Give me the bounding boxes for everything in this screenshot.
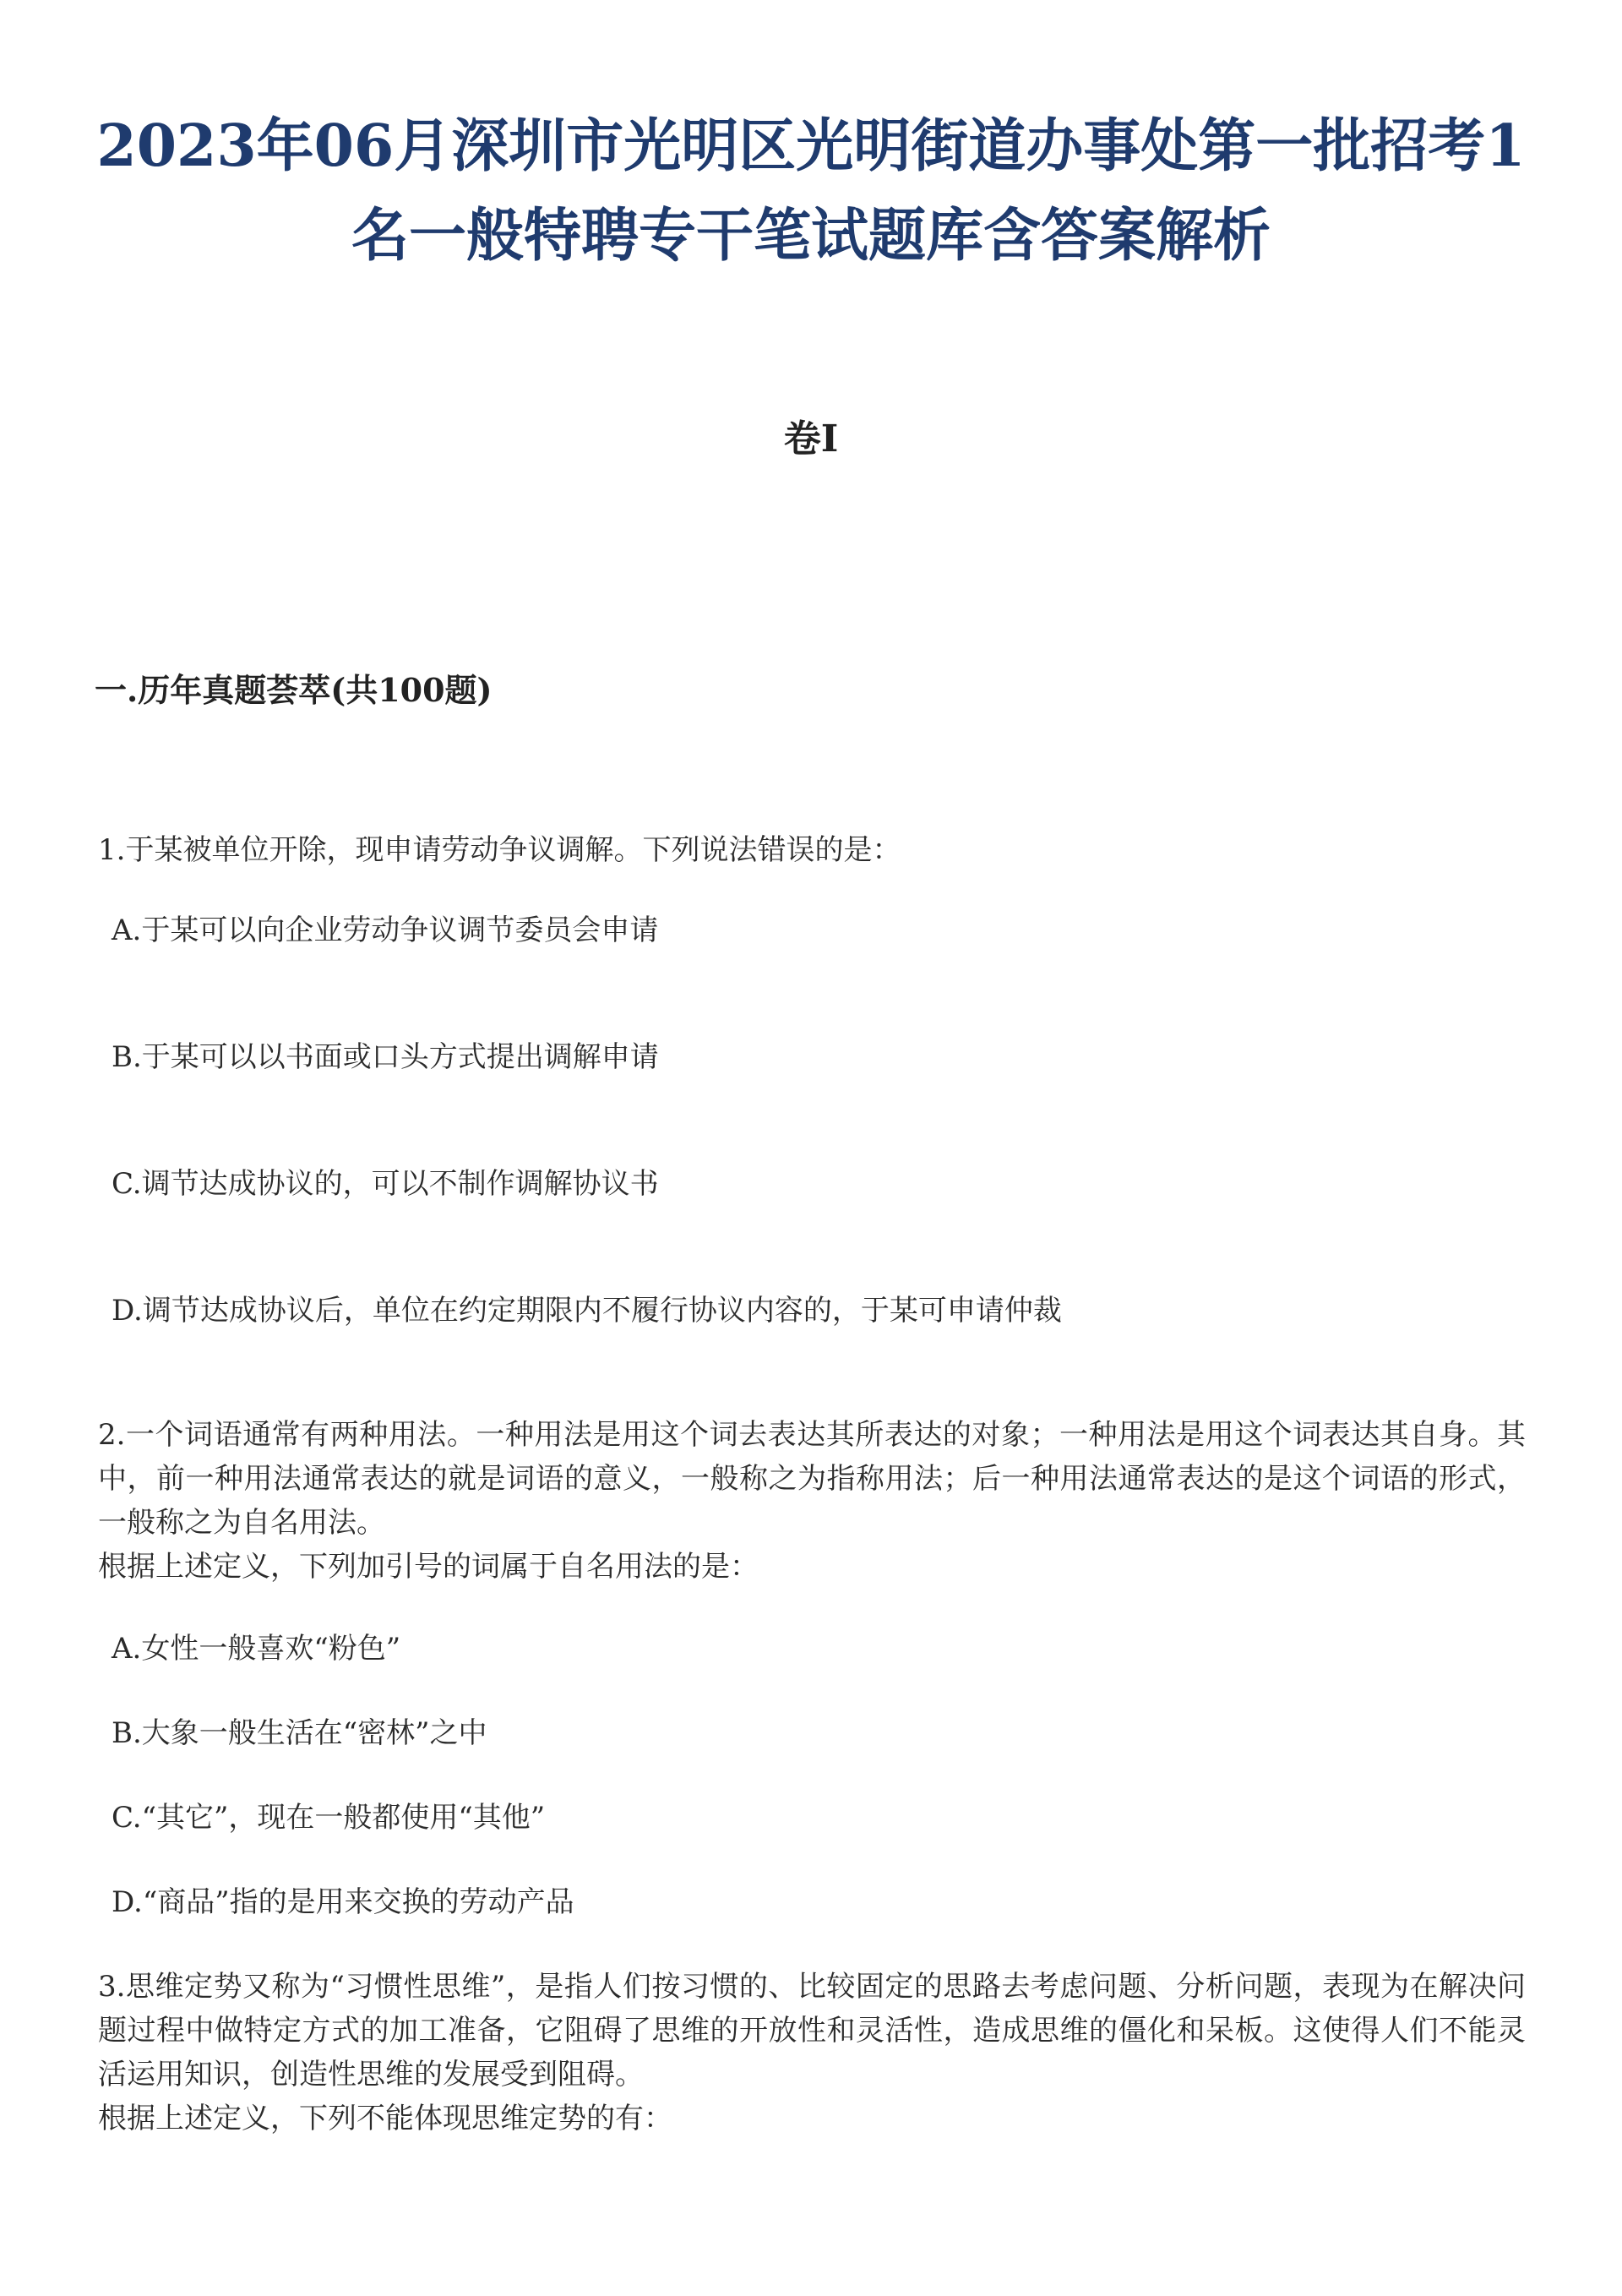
question-1-option-d: D.调节达成协议后，单位在约定期限内不履行协议内容的，于某可申请仲裁 (112, 1294, 1062, 1328)
question-1-option-b: B.于某可以以书面或口头方式提出调解申请 (112, 1040, 659, 1074)
document-title: 2023年06月深圳市光明区光明街道办事处第一批招考1名一般特聘专干笔试题库含答案解析 (96, 112, 1526, 270)
question-2-stem: 2.一个词语通常有两种用法。一种用法是用这个词去表达其所表达的对象；一种用法是用这个词表达其自身。其中，前一种用法通常表达的就是词语的意义，一般称之为指称用法；后一种用法通常表达的是这个词语的形式，一般称之为自名用法。 (98, 1418, 1526, 1540)
volume-label: 卷I (783, 417, 839, 461)
question-2-option-d: D.“商品”指的是用来交换的劳动产品 (112, 1885, 574, 1919)
question-3-prompt: 根据上述定义，下列不能体现思维定势的有： (98, 2102, 672, 2135)
question-1-option-c: C.调节达成协议的，可以不制作调解协议书 (112, 1167, 659, 1201)
section-heading: 一.历年真题荟萃(共100题) (95, 671, 493, 709)
question-3-stem: 3.思维定势又称为“习惯性思维”，是指人们按习惯的、比较固定的思路去考虑问题、分析问题，表现为在解决问题过程中做特定方式的加工准备，它阻碍了思维的开放性和灵活性，造成思维的僵化和呆板。这使得人们不能灵活运用知识，创造性思维的发展受到阻碍。 (98, 1970, 1526, 2091)
question-2-option-c: C.“其它”，现在一般都使用“其他” (112, 1801, 546, 1835)
question-2-block (98, 1413, 1526, 1589)
question-1-stem: 1.于某被单位开除，现申请劳动争议调解。下列说法错误的是： (98, 833, 901, 867)
question-1-option-a: A.于某可以向企业劳动争议调节委员会申请 (112, 913, 659, 947)
question-3-block (98, 1965, 1526, 2141)
question-2-option-b: B.大象一般生活在“密林”之中 (112, 1716, 487, 1750)
question-2-option-a: A.女性一般喜欢“粉色” (112, 1632, 401, 1666)
question-2-prompt: 根据上述定义，下列加引号的词属于自名用法的是： (98, 1550, 759, 1584)
